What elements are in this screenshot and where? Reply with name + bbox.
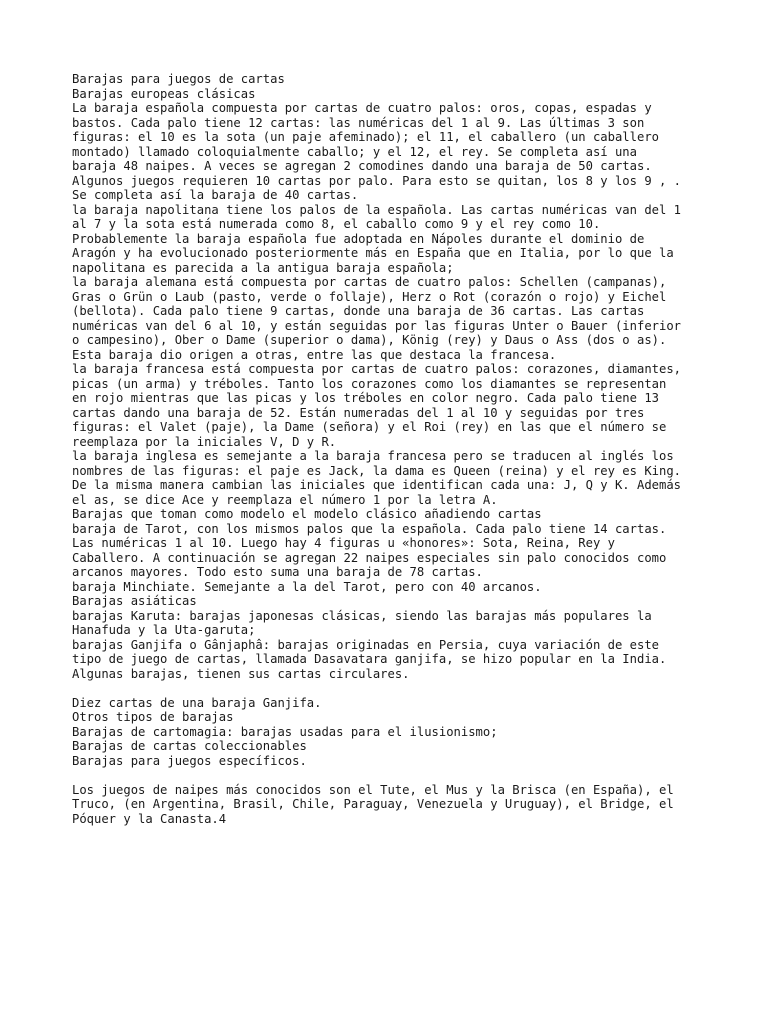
text-line: Esta baraja dio origen a otras, entre las que destaca la francesa. [72, 347, 557, 362]
text-line: La baraja española compuesta por cartas de cuatro palos: oros, copas, espadas y [72, 101, 652, 115]
text-line: el as, se dice Ace y reemplaza el número 1 por la letra A. [72, 492, 498, 507]
text-line: Algunos juegos requieren 10 cartas por palo. Para esto se quitan, los 8 y los 9 , . [72, 173, 682, 188]
paragraph [72, 101, 712, 203]
text-line: (bellota). Cada palo tiene 9 cartas, donde una baraja de 36 cartas. Las cartas [72, 304, 645, 318]
paragraph [72, 72, 712, 87]
text-line: montado) llamado coloquialmente caballo; y el 12, el rey. Se completa así una [72, 144, 637, 159]
paragraph [72, 754, 712, 769]
text-line: tipo de juego de cartas, llamada Dasavatara ganjifa, se hizo popular en la India. [72, 652, 667, 666]
text-line: Hanafuda y la Uta-garuta; [72, 623, 256, 637]
text-line: la baraja alemana está compuesta por cartas de cuatro palos: Schellen (campanas), [72, 275, 667, 289]
paragraph [72, 362, 712, 449]
text-line: en rojo mientras que las picas y los tréboles en color negro. Cada palo tiene 13 [72, 391, 659, 405]
text-line: nombres de las figuras: el paje es Jack, la dama es Queen (reina) y el rey es King. [72, 463, 682, 478]
text-line: Diez cartas de una baraja Ganjifa. [72, 695, 322, 710]
text-line: Barajas para juegos de cartas [72, 72, 285, 86]
text-line: barajas Ganjifa o Gânjaphâ: barajas originadas en Persia, cuya variación de este [72, 637, 659, 652]
text-line: figuras: el 10 es la sota (un paje afeminado); el 11, el caballero (un caballero [72, 130, 659, 144]
paragraph [72, 449, 712, 507]
text-line: Truco, (en Argentina, Brasil, Chile, Paraguay, Venezuela y Uruguay), el Bridge, el [72, 797, 674, 811]
text-line: reemplaza por la iniciales V, D y R. [72, 434, 337, 449]
text-line: Se completa así la baraja de 40 cartas. [72, 188, 359, 202]
text-line: Otros tipos de barajas [72, 710, 234, 724]
paragraph [72, 594, 712, 609]
text-line: la baraja francesa está compuesta por cartas de cuatro palos: corazones, diamantes, [72, 362, 682, 376]
text-line: Algunas barajas, tienen sus cartas circulares. [72, 666, 410, 681]
paragraph [72, 725, 712, 740]
text-line: Barajas de cartomagia: barajas usadas para el ilusionismo; [72, 724, 498, 739]
text-line: figuras: el Valet (paje), la Dame (señora) y el Roi (rey) en las que el número se [72, 420, 667, 434]
text-line: baraja 48 naipes. A veces se agregan 2 comodines dando una baraja de 50 cartas. [72, 159, 652, 173]
paragraph [72, 203, 712, 276]
text-line: Barajas europeas clásicas [72, 86, 256, 101]
paragraph [72, 609, 712, 638]
blank-line [72, 681, 712, 696]
text-line: picas (un arma) y tréboles. Tanto los corazones como los diamantes se representan [72, 376, 667, 391]
paragraph [72, 783, 712, 827]
blank-line [72, 768, 712, 783]
paragraph [72, 507, 712, 522]
text-line: arcanos mayores. Todo esto suma una baraja de 78 cartas. [72, 565, 483, 579]
document-page [72, 72, 712, 826]
text-line: napolitana es parecida a la antigua baraja española; [72, 260, 454, 275]
text-line: cartas dando una baraja de 52. Están numeradas del 1 al 10 y seguidas por tres [72, 405, 645, 420]
text-line: Póquer y la Canasta.4 [72, 811, 227, 826]
text-line: Caballero. A continuación se agregan 22 naipes especiales sin palo conocidos como [72, 550, 667, 565]
text-line: Las numéricas 1 al 10. Luego hay 4 figuras u «honores»: Sota, Reina, Rey y [72, 536, 615, 550]
text-line: Barajas de cartas coleccionables [72, 739, 307, 753]
text-line: Barajas que toman como modelo el modelo clásico añadiendo cartas [72, 507, 542, 521]
blank-line [72, 681, 712, 696]
paragraph [72, 87, 712, 102]
text-line: numéricas van del 6 al 10, y están seguidas por las figuras Unter o Bauer (inferior [72, 318, 682, 333]
text-line: Gras o Grün o Laub (pasto, verde o follaje), Herz o Rot (corazón o rojo) y Eichel [72, 289, 667, 304]
text-line: Los juegos de naipes más conocidos son el Tute, el Mus y la Brisca (en España), el [72, 782, 674, 797]
paragraph [72, 696, 712, 711]
blank-line [72, 768, 712, 783]
text-line: o campesino), Ober o Dame (superior o dama), König (rey) y Daus o Ass (dos o as). [72, 333, 667, 347]
text-line: la baraja napolitana tiene los palos de la española. Las cartas numéricas van del 1 [72, 202, 682, 217]
text-line: Probablemente la baraja española fue adoptada en Nápoles durante el dominio de [72, 231, 645, 246]
text-line: Barajas para juegos específicos. [72, 753, 307, 768]
text-line: bastos. Cada palo tiene 12 cartas: las numéricas del 1 al 9. Las últimas 3 son [72, 115, 645, 130]
paragraph [72, 638, 712, 682]
text-line: De la misma manera cambian las iniciales que identifican cada una: J, Q y K. Además [72, 478, 682, 492]
text-line: Barajas asiáticas [72, 594, 197, 608]
paragraph [72, 275, 712, 362]
paragraph [72, 580, 712, 595]
paragraph [72, 522, 712, 580]
paragraph [72, 710, 712, 725]
text-line: baraja de Tarot, con los mismos palos que la española. Cada palo tiene 14 cartas. [72, 521, 667, 536]
text-line: Aragón y ha evolucionado posteriormente más en España que en Italia, por lo que la [72, 246, 674, 260]
text-line: barajas Karuta: barajas japonesas clásicas, siendo las barajas más populares la [72, 608, 652, 623]
paragraph [72, 739, 712, 754]
text-line: al 7 y la sota está numerada como 8, el caballo como 9 y el rey como 10. [72, 217, 601, 231]
text-line: la baraja inglesa es semejante a la baraja francesa pero se traducen al inglés los [72, 449, 674, 463]
text-line: baraja Minchiate. Semejante a la del Tarot, pero con 40 arcanos. [72, 579, 542, 594]
